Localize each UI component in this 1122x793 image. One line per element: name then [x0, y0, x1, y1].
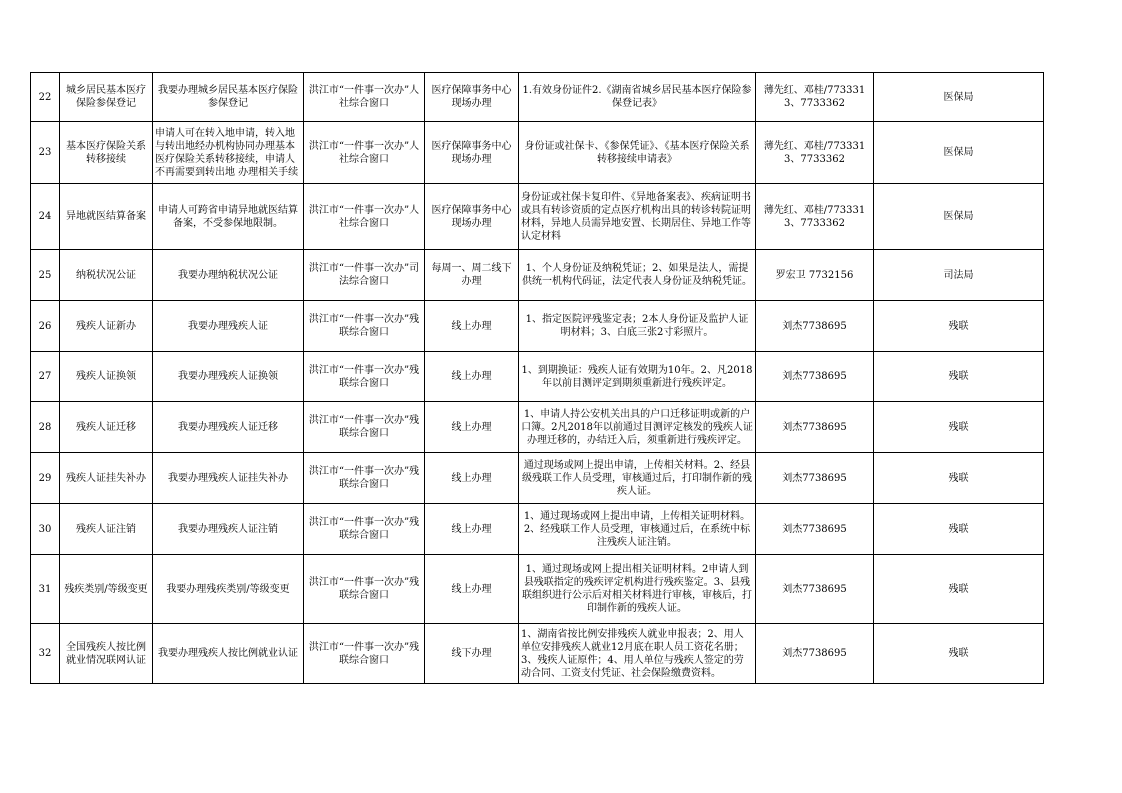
table-row: [31, 184, 1044, 250]
service-window-cell: 洪江市“一件事一次办”残联综合窗口: [304, 624, 425, 684]
service-description-cell: 我要办理纳税状况公证: [153, 250, 304, 301]
contact-cell: 刘杰7738695: [756, 402, 874, 453]
row-number-cell: 23: [31, 122, 60, 184]
service-description-cell: 我要办理残疾人证注销: [153, 504, 304, 555]
service-item-cell: 基本医疗保险关系转移接续: [60, 122, 153, 184]
service-item-cell: 残疾人证迁移: [60, 402, 153, 453]
service-window-cell: 洪江市“一件事一次办”残联综合窗口: [304, 352, 425, 402]
table-row: [31, 122, 1044, 184]
handling-method-cell: 医疗保障事务中心现场办理: [425, 73, 519, 122]
row-number-cell: 25: [31, 250, 60, 301]
department-cell: 司法局: [874, 250, 1044, 301]
service-description-cell: 我要办理残疾人证: [153, 301, 304, 352]
required-materials-cell: 1、通过现场或网上提出相关证明材料。2申请人到县残联指定的残疾评定机构进行残疾鉴定。3、县残联组织进行公示后对相关材料进行审核，审核后，打印制作新的残疾人证。: [519, 555, 756, 624]
service-item-cell: 全国残疾人按比例就业情况联网认证: [60, 624, 153, 684]
service-window-cell: 洪江市“一件事一次办”司法综合窗口: [304, 250, 425, 301]
service-table: [30, 72, 1044, 684]
handling-method-cell: 线上办理: [425, 555, 519, 624]
service-description-cell: 我要办理残疾人证换领: [153, 352, 304, 402]
required-materials-cell: 1、申请人持公安机关出具的户口迁移证明或新的户口簿。2凡2018年以前通过目测评定核发的残疾人证办理迁移的，办结迁入后，须重新进行残疾评定。: [519, 402, 756, 453]
required-materials-cell: 1、湖南省按比例安排残疾人就业申报表；2、用人单位安排残疾人就业12月底在职人员工资花名册；3、残疾人证原件；4、用人单位与残疾人签定的劳动合同、工资支付凭证、社会保险缴费资料。: [519, 624, 756, 684]
row-number-cell: 31: [31, 555, 60, 624]
contact-cell: 刘杰7738695: [756, 301, 874, 352]
handling-method-cell: 医疗保障事务中心现场办理: [425, 122, 519, 184]
service-description-cell: 申请人可跨省申请异地就医结算备案，不受参保地限制。: [153, 184, 304, 250]
table-row: [31, 250, 1044, 301]
handling-method-cell: 线下办理: [425, 624, 519, 684]
required-materials-cell: 1、个人身份证及纳税凭证；2、如果是法人，需提供统一机构代码证，法定代表人身份证及纳税凭证。: [519, 250, 756, 301]
service-window-cell: 洪江市“一件事一次办”残联综合窗口: [304, 504, 425, 555]
service-description-cell: 我要办理残疾人证挂失补办: [153, 453, 304, 504]
required-materials-cell: 身份证或社保卡、《参保凭证》、《基本医疗保险关系转移接续申请表》: [519, 122, 756, 184]
contact-cell: 刘杰7738695: [756, 504, 874, 555]
service-description-cell: 我要办理残疾人按比例就业认证: [153, 624, 304, 684]
service-window-cell: 洪江市“一件事一次办”残联综合窗口: [304, 555, 425, 624]
row-number-cell: 27: [31, 352, 60, 402]
row-number-cell: 32: [31, 624, 60, 684]
service-item-cell: 城乡居民基本医疗保险参保登记: [60, 73, 153, 122]
table-row: [31, 402, 1044, 453]
department-cell: 残联: [874, 352, 1044, 402]
table-row: [31, 624, 1044, 684]
department-cell: 残联: [874, 301, 1044, 352]
handling-method-cell: 线上办理: [425, 504, 519, 555]
service-description-cell: 我要办理城乡居民基本医疗保险参保登记: [153, 73, 304, 122]
table-row: [31, 555, 1044, 624]
required-materials-cell: 1、通过现场或网上提出申请，上传相关证明材料。2、经残联工作人员受理，审核通过后，在系统中标注残疾人证注销。: [519, 504, 756, 555]
required-materials-cell: 身份证或社保卡复印件、《异地备案表》、疾病证明书或具有转诊资质的定点医疗机构出具的转诊转院证明材料，异地人员需异地安置、长期居住、异地工作等认定材料: [519, 184, 756, 250]
department-cell: 残联: [874, 555, 1044, 624]
service-window-cell: 洪江市“一件事一次办”人社综合窗口: [304, 73, 425, 122]
service-window-cell: 洪江市“一件事一次办”人社综合窗口: [304, 122, 425, 184]
handling-method-cell: 线上办理: [425, 301, 519, 352]
service-item-cell: 残疾人证换领: [60, 352, 153, 402]
table-row: [31, 453, 1044, 504]
table-row: [31, 301, 1044, 352]
department-cell: 医保局: [874, 122, 1044, 184]
row-number-cell: 29: [31, 453, 60, 504]
table-row: [31, 352, 1044, 402]
service-window-cell: 洪江市“一件事一次办”残联综合窗口: [304, 453, 425, 504]
handling-method-cell: 线上办理: [425, 402, 519, 453]
department-cell: 残联: [874, 504, 1044, 555]
required-materials-cell: 通过现场或网上提出申请，上传相关材料。2、经县级残联工作人员受理，审核通过后，打印制作新的残疾人证。: [519, 453, 756, 504]
contact-cell: 刘杰7738695: [756, 453, 874, 504]
service-window-cell: 洪江市“一件事一次办”人社综合窗口: [304, 184, 425, 250]
service-item-cell: 残疾人证注销: [60, 504, 153, 555]
department-cell: 医保局: [874, 73, 1044, 122]
contact-cell: 罗宏卫 7732156: [756, 250, 874, 301]
handling-method-cell: 线上办理: [425, 453, 519, 504]
handling-method-cell: 每周一、周二线下办理: [425, 250, 519, 301]
department-cell: 残联: [874, 453, 1044, 504]
service-description-cell: 申请人可在转入地申请，转入地与转出地经办机构协同办理基本医疗保险关系转移接续，申请人不再需要到转出地 办理相关手续: [153, 122, 304, 184]
required-materials-cell: 1、指定医院评残鉴定表；2本人身份证及监护人证明材料；3、白底三张2寸彩照片。: [519, 301, 756, 352]
service-window-cell: 洪江市“一件事一次办”残联综合窗口: [304, 301, 425, 352]
service-item-cell: 纳税状况公证: [60, 250, 153, 301]
table-row: [31, 504, 1044, 555]
service-item-cell: 残疾人证新办: [60, 301, 153, 352]
department-cell: 医保局: [874, 184, 1044, 250]
service-item-cell: 异地就医结算备案: [60, 184, 153, 250]
contact-cell: 薄先红、邓桂/7733313、7733362: [756, 184, 874, 250]
service-item-cell: 残疾人证挂失补办: [60, 453, 153, 504]
service-description-cell: 我要办理残疾类别/等级变更: [153, 555, 304, 624]
required-materials-cell: 1、到期换证：残疾人证有效期为10年。2、凡2018年以前目测评定到期须重新进行残疾评定。: [519, 352, 756, 402]
required-materials-cell: 1.有效身份证件2.《湖南省城乡居民基本医疗保险参保登记表》: [519, 73, 756, 122]
row-number-cell: 28: [31, 402, 60, 453]
contact-cell: 薄先红、邓桂/7733313、7733362: [756, 122, 874, 184]
service-window-cell: 洪江市“一件事一次办”残联综合窗口: [304, 402, 425, 453]
row-number-cell: 22: [31, 73, 60, 122]
table-row: [31, 73, 1044, 122]
handling-method-cell: 线上办理: [425, 352, 519, 402]
row-number-cell: 30: [31, 504, 60, 555]
contact-cell: 刘杰7738695: [756, 624, 874, 684]
handling-method-cell: 医疗保障事务中心现场办理: [425, 184, 519, 250]
service-description-cell: 我要办理残疾人证迁移: [153, 402, 304, 453]
service-item-cell: 残疾类别/等级变更: [60, 555, 153, 624]
department-cell: 残联: [874, 402, 1044, 453]
contact-cell: 刘杰7738695: [756, 555, 874, 624]
contact-cell: 刘杰7738695: [756, 352, 874, 402]
contact-cell: 薄先红、邓桂/7733313、7733362: [756, 73, 874, 122]
row-number-cell: 26: [31, 301, 60, 352]
table-body: [31, 73, 1044, 684]
row-number-cell: 24: [31, 184, 60, 250]
department-cell: 残联: [874, 624, 1044, 684]
